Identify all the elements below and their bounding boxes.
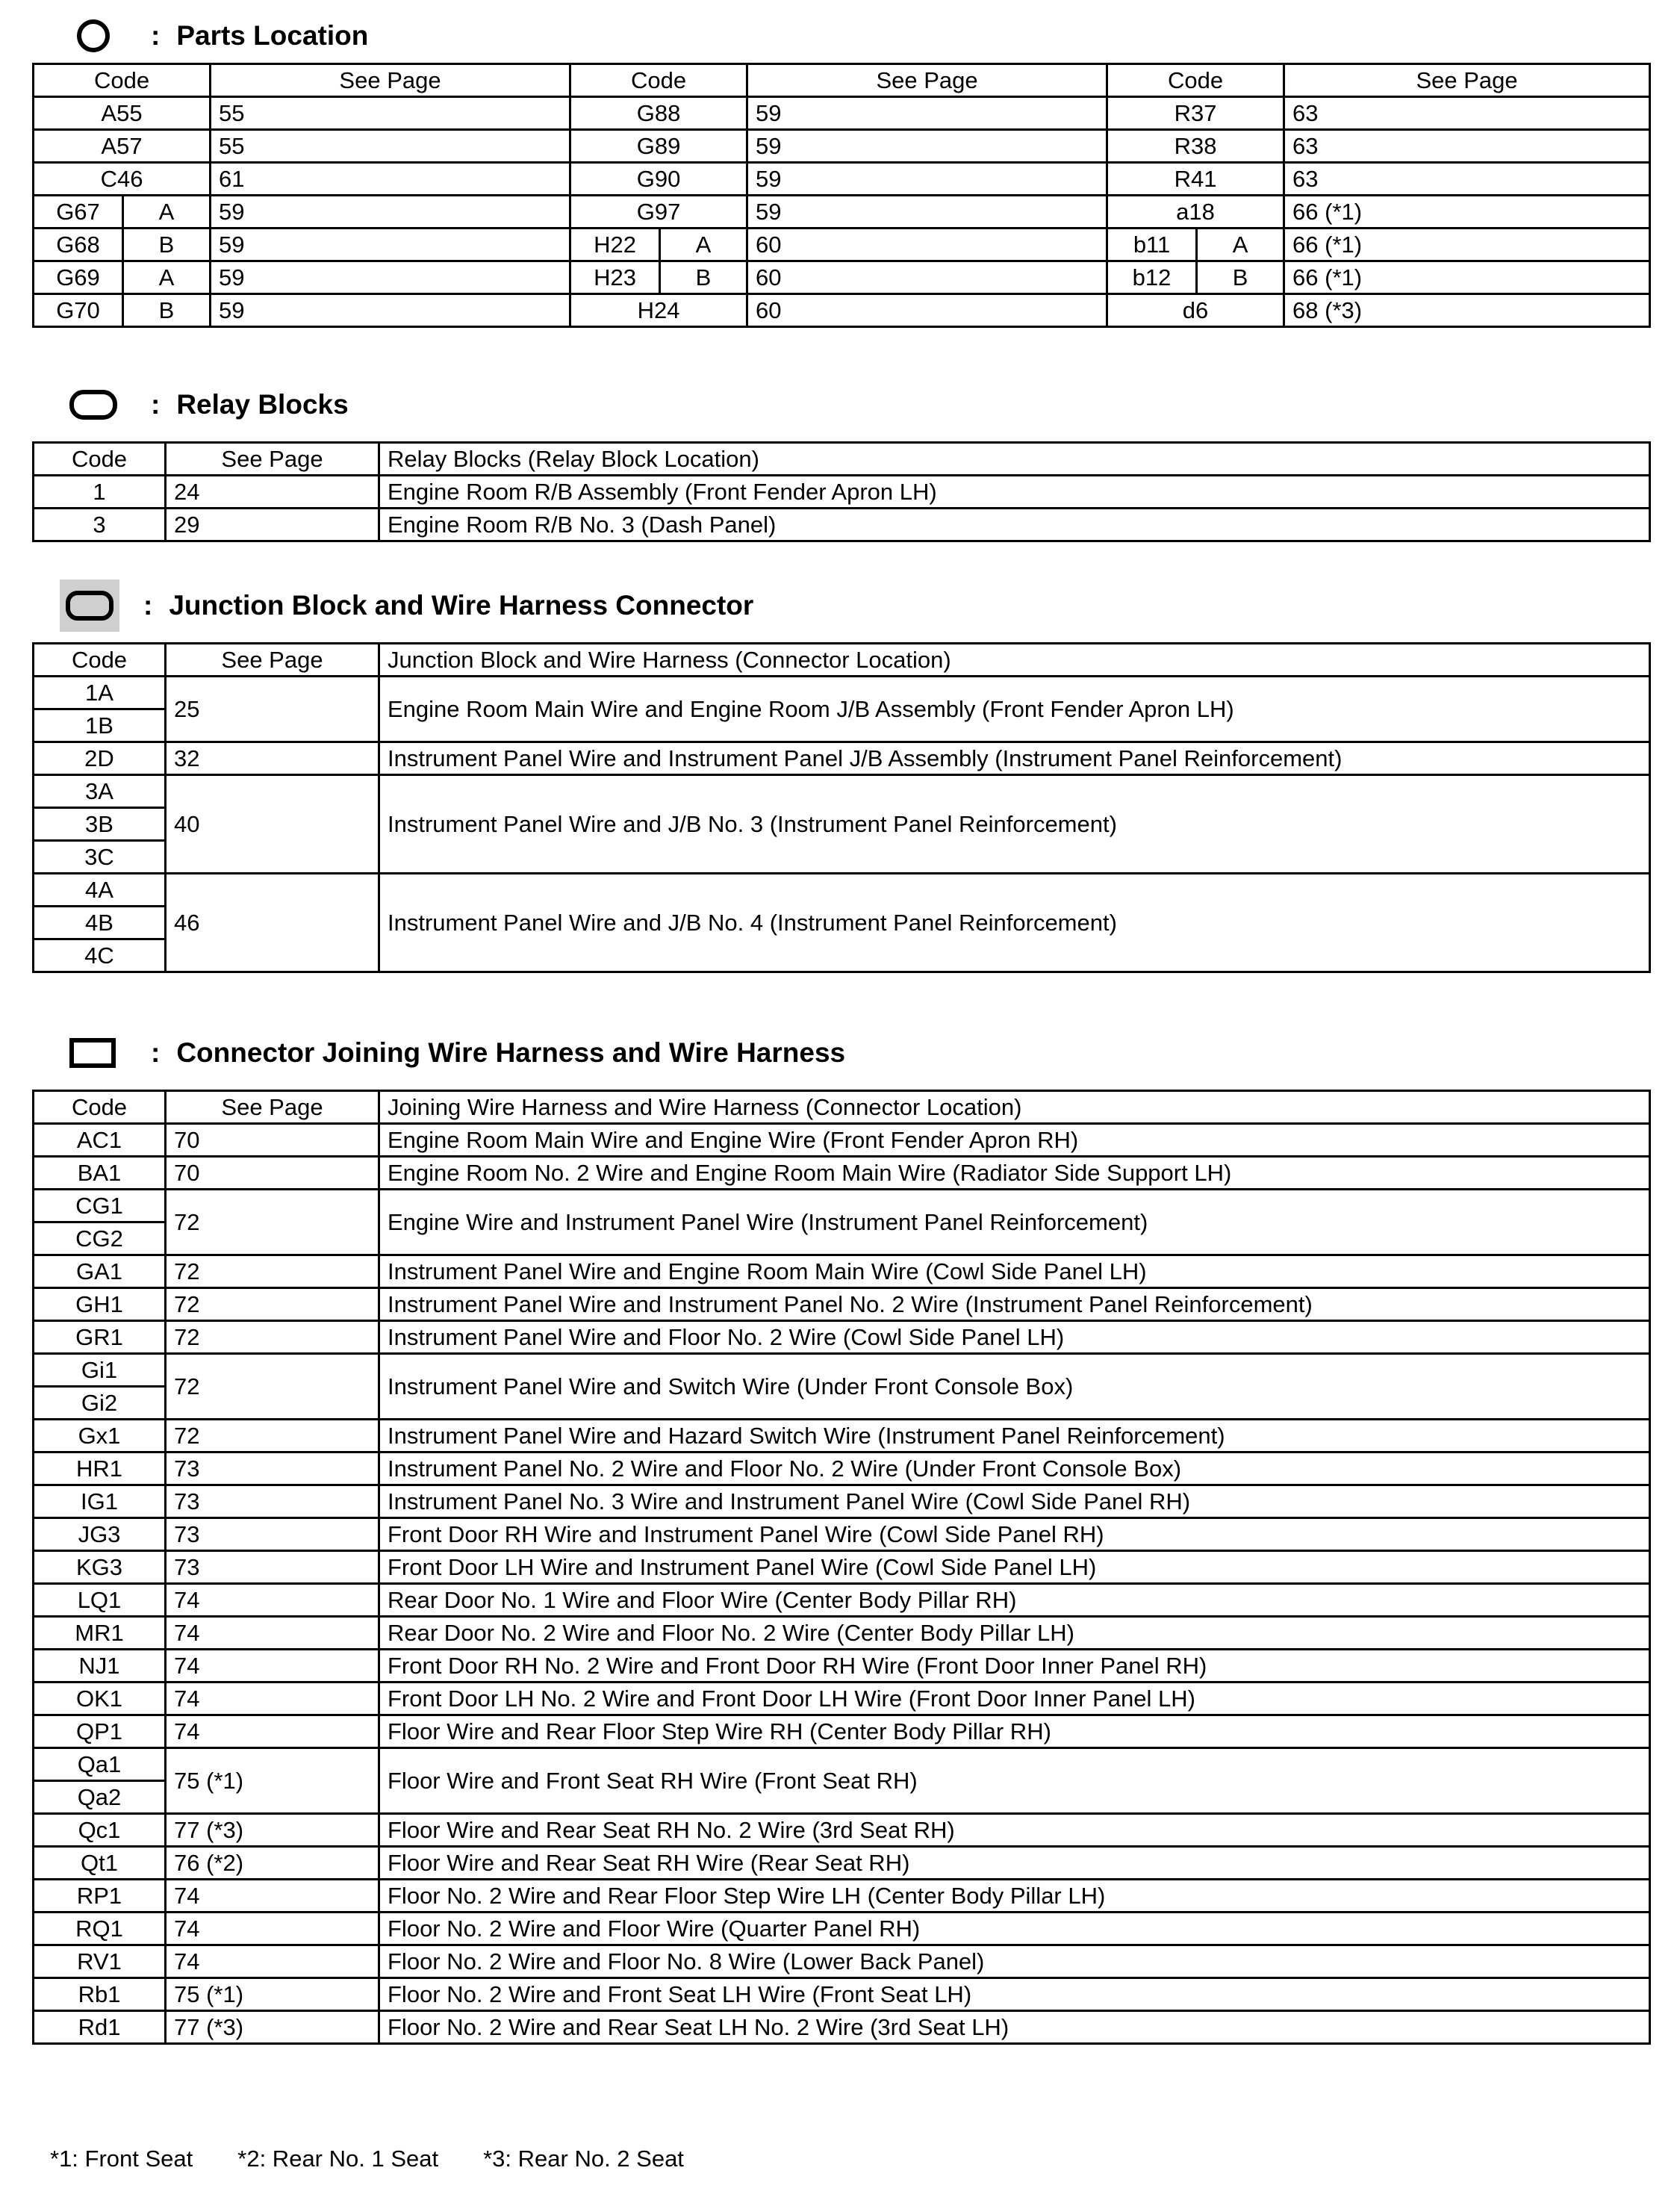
junction-block-header-row [34, 644, 1650, 677]
desc-cell: Instrument Panel Wire and Hazard Switch Wire (Instrument Panel Reinforcement) [379, 1420, 1650, 1452]
parts-location-table [32, 63, 1651, 328]
rounded-rect-symbol-icon [60, 382, 127, 427]
square-rect-symbol-icon [60, 1031, 127, 1075]
header-see-page: See Page [166, 1091, 379, 1124]
connector-heading: : Connector Joining Wire Harness and Wire Harness [60, 1031, 845, 1075]
footnote-3: *3: Rear No. 2 Seat [483, 2146, 684, 2172]
table-row [34, 1255, 1650, 1288]
desc-cell: Floor No. 2 Wire and Rear Seat LH No. 2 Wire (3rd Seat LH) [379, 2011, 1650, 2044]
page-cell: 72 [166, 1190, 379, 1255]
desc-cell: Instrument Panel No. 3 Wire and Instrument Panel Wire (Cowl Side Panel RH) [379, 1485, 1650, 1518]
page-cell: 72 [166, 1420, 379, 1452]
sub-code-cell: A [660, 229, 747, 261]
circle-symbol-icon [60, 13, 127, 58]
code-cell: Gi1 [34, 1354, 166, 1387]
desc-cell: Rear Door No. 1 Wire and Floor Wire (Center Body Pillar RH) [379, 1584, 1650, 1617]
table-row [34, 196, 1650, 229]
table-row [34, 163, 1650, 196]
code-cell: 3A [34, 775, 166, 808]
table-row [34, 1650, 1650, 1683]
code-cell: QP1 [34, 1715, 166, 1748]
parts-location-heading: : Parts Location [60, 13, 368, 58]
table-row [34, 229, 1650, 261]
parts-location-header-row [34, 64, 1650, 97]
footnote-2: *2: Rear No. 1 Seat [237, 2146, 439, 2172]
code-cell: 4B [34, 907, 166, 939]
desc-cell: Floor Wire and Rear Seat RH No. 2 Wire (3rd Seat RH) [379, 1814, 1650, 1847]
desc-cell: Floor No. 2 Wire and Floor Wire (Quarter Panel RH) [379, 1913, 1650, 1945]
page-cell: 61 [211, 163, 570, 196]
page-cell: 72 [166, 1288, 379, 1321]
parts-location-title: Parts Location [176, 20, 369, 51]
page-cell: 63 [1284, 130, 1650, 163]
code-cell: Qa2 [34, 1781, 166, 1814]
header-see-page: See Page [211, 64, 570, 97]
page-cell: 60 [747, 294, 1107, 327]
table-row [34, 1157, 1650, 1190]
relay-blocks-table [32, 441, 1651, 542]
table-row [34, 775, 1650, 808]
page-cell: 40 [166, 775, 379, 874]
table-row [34, 1617, 1650, 1650]
page-cell: 59 [747, 163, 1107, 196]
page-cell: 63 [1284, 97, 1650, 130]
code-cell: R38 [1107, 130, 1284, 163]
desc-cell: Front Door LH No. 2 Wire and Front Door LH Wire (Front Door Inner Panel LH) [379, 1683, 1650, 1715]
page-cell: 75 (*1) [166, 1978, 379, 2011]
table-row [34, 1420, 1650, 1452]
page-cell: 72 [166, 1255, 379, 1288]
code-cell: R37 [1107, 97, 1284, 130]
page-cell: 66 (*1) [1284, 229, 1650, 261]
sub-code-cell: B [123, 294, 211, 327]
desc-cell: Instrument Panel Wire and Floor No. 2 Wire (Cowl Side Panel LH) [379, 1321, 1650, 1354]
page-cell: 59 [211, 294, 570, 327]
header-see-page: See Page [747, 64, 1107, 97]
connector-title: Connector Joining Wire Harness and Wire Harness [176, 1037, 846, 1068]
code-cell: G89 [570, 130, 747, 163]
desc-cell: Instrument Panel No. 2 Wire and Floor No. 2 Wire (Under Front Console Box) [379, 1452, 1650, 1485]
header-see-page: See Page [166, 443, 379, 476]
page-cell: 59 [747, 97, 1107, 130]
code-cell: d6 [1107, 294, 1284, 327]
table-row [34, 1814, 1650, 1847]
sub-code-cell: A [123, 261, 211, 294]
desc-cell: Front Door RH Wire and Instrument Panel Wire (Cowl Side Panel RH) [379, 1518, 1650, 1551]
page-cell: 76 (*2) [166, 1847, 379, 1880]
page-cell: 74 [166, 1617, 379, 1650]
table-row [34, 1715, 1650, 1748]
desc-cell: Engine Room R/B Assembly (Front Fender Apron LH) [379, 476, 1650, 509]
page-cell: 72 [166, 1321, 379, 1354]
code-cell: LQ1 [34, 1584, 166, 1617]
header-code: Code [34, 644, 166, 677]
table-row [34, 294, 1650, 327]
code-cell: JG3 [34, 1518, 166, 1551]
header-code: Code [34, 443, 166, 476]
header-location: Relay Blocks (Relay Block Location) [379, 443, 1650, 476]
code-cell: a18 [1107, 196, 1284, 229]
code-cell: G68 [34, 229, 123, 261]
code-cell: AC1 [34, 1124, 166, 1157]
desc-cell: Floor No. 2 Wire and Floor No. 8 Wire (Lower Back Panel) [379, 1945, 1650, 1978]
code-cell: CG2 [34, 1222, 166, 1255]
table-row [34, 1288, 1650, 1321]
code-cell: GR1 [34, 1321, 166, 1354]
desc-cell: Rear Door No. 2 Wire and Floor No. 2 Wire (Center Body Pillar LH) [379, 1617, 1650, 1650]
code-cell: G67 [34, 196, 123, 229]
header-code: Code [34, 64, 211, 97]
code-cell: Qc1 [34, 1814, 166, 1847]
table-row [34, 509, 1650, 541]
table-row [34, 1683, 1650, 1715]
page-cell: 59 [747, 196, 1107, 229]
page-cell: 74 [166, 1945, 379, 1978]
header-location: Joining Wire Harness and Wire Harness (Connector Location) [379, 1091, 1650, 1124]
code-cell: G88 [570, 97, 747, 130]
code-cell: GA1 [34, 1255, 166, 1288]
page-cell: 74 [166, 1584, 379, 1617]
page-cell: 66 (*1) [1284, 196, 1650, 229]
code-cell: Rb1 [34, 1978, 166, 2011]
page-cell: 73 [166, 1518, 379, 1551]
connector-header-row [34, 1091, 1650, 1124]
code-cell: MR1 [34, 1617, 166, 1650]
page-cell: 73 [166, 1452, 379, 1485]
code-cell: 3 [34, 509, 166, 541]
code-cell: Qt1 [34, 1847, 166, 1880]
footnote-1: *1: Front Seat [50, 2146, 193, 2172]
code-cell: Gx1 [34, 1420, 166, 1452]
page-cell: 24 [166, 476, 379, 509]
page-cell: 59 [211, 229, 570, 261]
code-cell: OK1 [34, 1683, 166, 1715]
relay-blocks-title: Relay Blocks [176, 389, 349, 420]
page-cell: 74 [166, 1880, 379, 1913]
desc-cell: Engine Room R/B No. 3 (Dash Panel) [379, 509, 1650, 541]
desc-cell: Instrument Panel Wire and Switch Wire (Under Front Console Box) [379, 1354, 1650, 1420]
page-cell: 74 [166, 1683, 379, 1715]
sub-code-cell: B [123, 229, 211, 261]
junction-block-title: Junction Block and Wire Harness Connector [169, 590, 754, 621]
sub-code-cell: B [660, 261, 747, 294]
table-row [34, 1880, 1650, 1913]
table-row [34, 1452, 1650, 1485]
table-row [34, 2011, 1650, 2044]
code-cell: 3B [34, 808, 166, 841]
code-cell: Gi2 [34, 1387, 166, 1420]
table-row [34, 1551, 1650, 1584]
code-cell: H22 [570, 229, 660, 261]
desc-cell: Engine Room Main Wire and Engine Wire (Front Fender Apron RH) [379, 1124, 1650, 1157]
code-cell: RP1 [34, 1880, 166, 1913]
code-cell: GH1 [34, 1288, 166, 1321]
code-cell: 4A [34, 874, 166, 907]
page-cell: 25 [166, 677, 379, 742]
header-code: Code [1107, 64, 1284, 97]
code-cell: HR1 [34, 1452, 166, 1485]
code-cell: G90 [570, 163, 747, 196]
page-cell: 60 [747, 261, 1107, 294]
table-row [34, 1190, 1650, 1222]
page-cell: 73 [166, 1485, 379, 1518]
header-code: Code [570, 64, 747, 97]
code-cell: b12 [1107, 261, 1197, 294]
table-row [34, 97, 1650, 130]
connector-table [32, 1090, 1651, 2045]
table-row [34, 1518, 1650, 1551]
table-row [34, 1913, 1650, 1945]
page-cell: 59 [211, 196, 570, 229]
code-cell: H24 [570, 294, 747, 327]
page-cell: 68 (*3) [1284, 294, 1650, 327]
code-cell: H23 [570, 261, 660, 294]
junction-block-table [32, 642, 1651, 973]
table-row [34, 1124, 1650, 1157]
shaded-rounded-rect-symbol-icon [60, 580, 119, 632]
desc-cell: Engine Room No. 2 Wire and Engine Room Main Wire (Radiator Side Support LH) [379, 1157, 1650, 1190]
page-cell: 74 [166, 1715, 379, 1748]
code-cell: IG1 [34, 1485, 166, 1518]
page-cell: 46 [166, 874, 379, 972]
desc-cell: Instrument Panel Wire and Instrument Panel J/B Assembly (Instrument Panel Reinforcement) [379, 742, 1650, 775]
table-row [34, 1748, 1650, 1781]
code-cell: 2D [34, 742, 166, 775]
page-cell: 73 [166, 1551, 379, 1584]
code-cell: R41 [1107, 163, 1284, 196]
code-cell: G97 [570, 196, 747, 229]
table-row [34, 1847, 1650, 1880]
code-cell: C46 [34, 163, 211, 196]
code-cell: A55 [34, 97, 211, 130]
table-row [34, 1485, 1650, 1518]
page-cell: 63 [1284, 163, 1650, 196]
table-row [34, 742, 1650, 775]
sub-code-cell: A [123, 196, 211, 229]
page-cell: 75 (*1) [166, 1748, 379, 1814]
code-cell: 1B [34, 709, 166, 742]
code-cell: G70 [34, 294, 123, 327]
desc-cell: Instrument Panel Wire and J/B No. 3 (Instrument Panel Reinforcement) [379, 775, 1650, 874]
page-cell: 55 [211, 130, 570, 163]
page-cell: 59 [211, 261, 570, 294]
sub-code-cell: A [1197, 229, 1284, 261]
table-row [34, 1978, 1650, 2011]
desc-cell: Engine Room Main Wire and Engine Room J/B Assembly (Front Fender Apron LH) [379, 677, 1650, 742]
page-cell: 66 (*1) [1284, 261, 1650, 294]
code-cell: Qa1 [34, 1748, 166, 1781]
page-cell: 55 [211, 97, 570, 130]
header-code: Code [34, 1091, 166, 1124]
desc-cell: Engine Wire and Instrument Panel Wire (Instrument Panel Reinforcement) [379, 1190, 1650, 1255]
code-cell: b11 [1107, 229, 1197, 261]
code-cell: CG1 [34, 1190, 166, 1222]
relay-blocks-heading: : Relay Blocks [60, 382, 349, 427]
table-row [34, 874, 1650, 907]
code-cell: RQ1 [34, 1913, 166, 1945]
page-cell: 32 [166, 742, 379, 775]
footnotes [50, 2146, 684, 2172]
code-cell: A57 [34, 130, 211, 163]
code-cell: KG3 [34, 1551, 166, 1584]
header-see-page: See Page [166, 644, 379, 677]
desc-cell: Front Door RH No. 2 Wire and Front Door RH Wire (Front Door Inner Panel RH) [379, 1650, 1650, 1683]
code-cell: 4C [34, 939, 166, 972]
code-cell: RV1 [34, 1945, 166, 1978]
page-cell: 74 [166, 1913, 379, 1945]
relay-blocks-header-row [34, 443, 1650, 476]
header-see-page: See Page [1284, 64, 1650, 97]
table-row [34, 1945, 1650, 1978]
page-cell: 77 (*3) [166, 1814, 379, 1847]
desc-cell: Floor Wire and Front Seat RH Wire (Front Seat RH) [379, 1748, 1650, 1814]
page-cell: 77 (*3) [166, 2011, 379, 2044]
code-cell: 3C [34, 841, 166, 874]
table-row [34, 130, 1650, 163]
code-cell: NJ1 [34, 1650, 166, 1683]
page-cell: 29 [166, 509, 379, 541]
desc-cell: Floor No. 2 Wire and Rear Floor Step Wire LH (Center Body Pillar LH) [379, 1880, 1650, 1913]
table-row [34, 1354, 1650, 1387]
table-row [34, 476, 1650, 509]
page-cell: 70 [166, 1124, 379, 1157]
code-cell: 1 [34, 476, 166, 509]
table-row [34, 1584, 1650, 1617]
junction-block-heading: : Junction Block and Wire Harness Connector [60, 583, 753, 628]
page-cell: 74 [166, 1650, 379, 1683]
desc-cell: Instrument Panel Wire and Engine Room Main Wire (Cowl Side Panel LH) [379, 1255, 1650, 1288]
desc-cell: Instrument Panel Wire and Instrument Panel No. 2 Wire (Instrument Panel Reinforcement) [379, 1288, 1650, 1321]
page-cell: 70 [166, 1157, 379, 1190]
code-cell: 1A [34, 677, 166, 709]
page-cell: 60 [747, 229, 1107, 261]
sub-code-cell: B [1197, 261, 1284, 294]
desc-cell: Floor No. 2 Wire and Front Seat LH Wire (Front Seat LH) [379, 1978, 1650, 2011]
desc-cell: Floor Wire and Rear Seat RH Wire (Rear Seat RH) [379, 1847, 1650, 1880]
page-cell: 72 [166, 1354, 379, 1420]
header-location: Junction Block and Wire Harness (Connector Location) [379, 644, 1650, 677]
code-cell: Rd1 [34, 2011, 166, 2044]
code-cell: BA1 [34, 1157, 166, 1190]
table-row [34, 677, 1650, 709]
code-cell: G69 [34, 261, 123, 294]
desc-cell: Floor Wire and Rear Floor Step Wire RH (Center Body Pillar RH) [379, 1715, 1650, 1748]
desc-cell: Front Door LH Wire and Instrument Panel Wire (Cowl Side Panel LH) [379, 1551, 1650, 1584]
table-row [34, 1321, 1650, 1354]
desc-cell: Instrument Panel Wire and J/B No. 4 (Instrument Panel Reinforcement) [379, 874, 1650, 972]
page-cell: 59 [747, 130, 1107, 163]
table-row [34, 261, 1650, 294]
